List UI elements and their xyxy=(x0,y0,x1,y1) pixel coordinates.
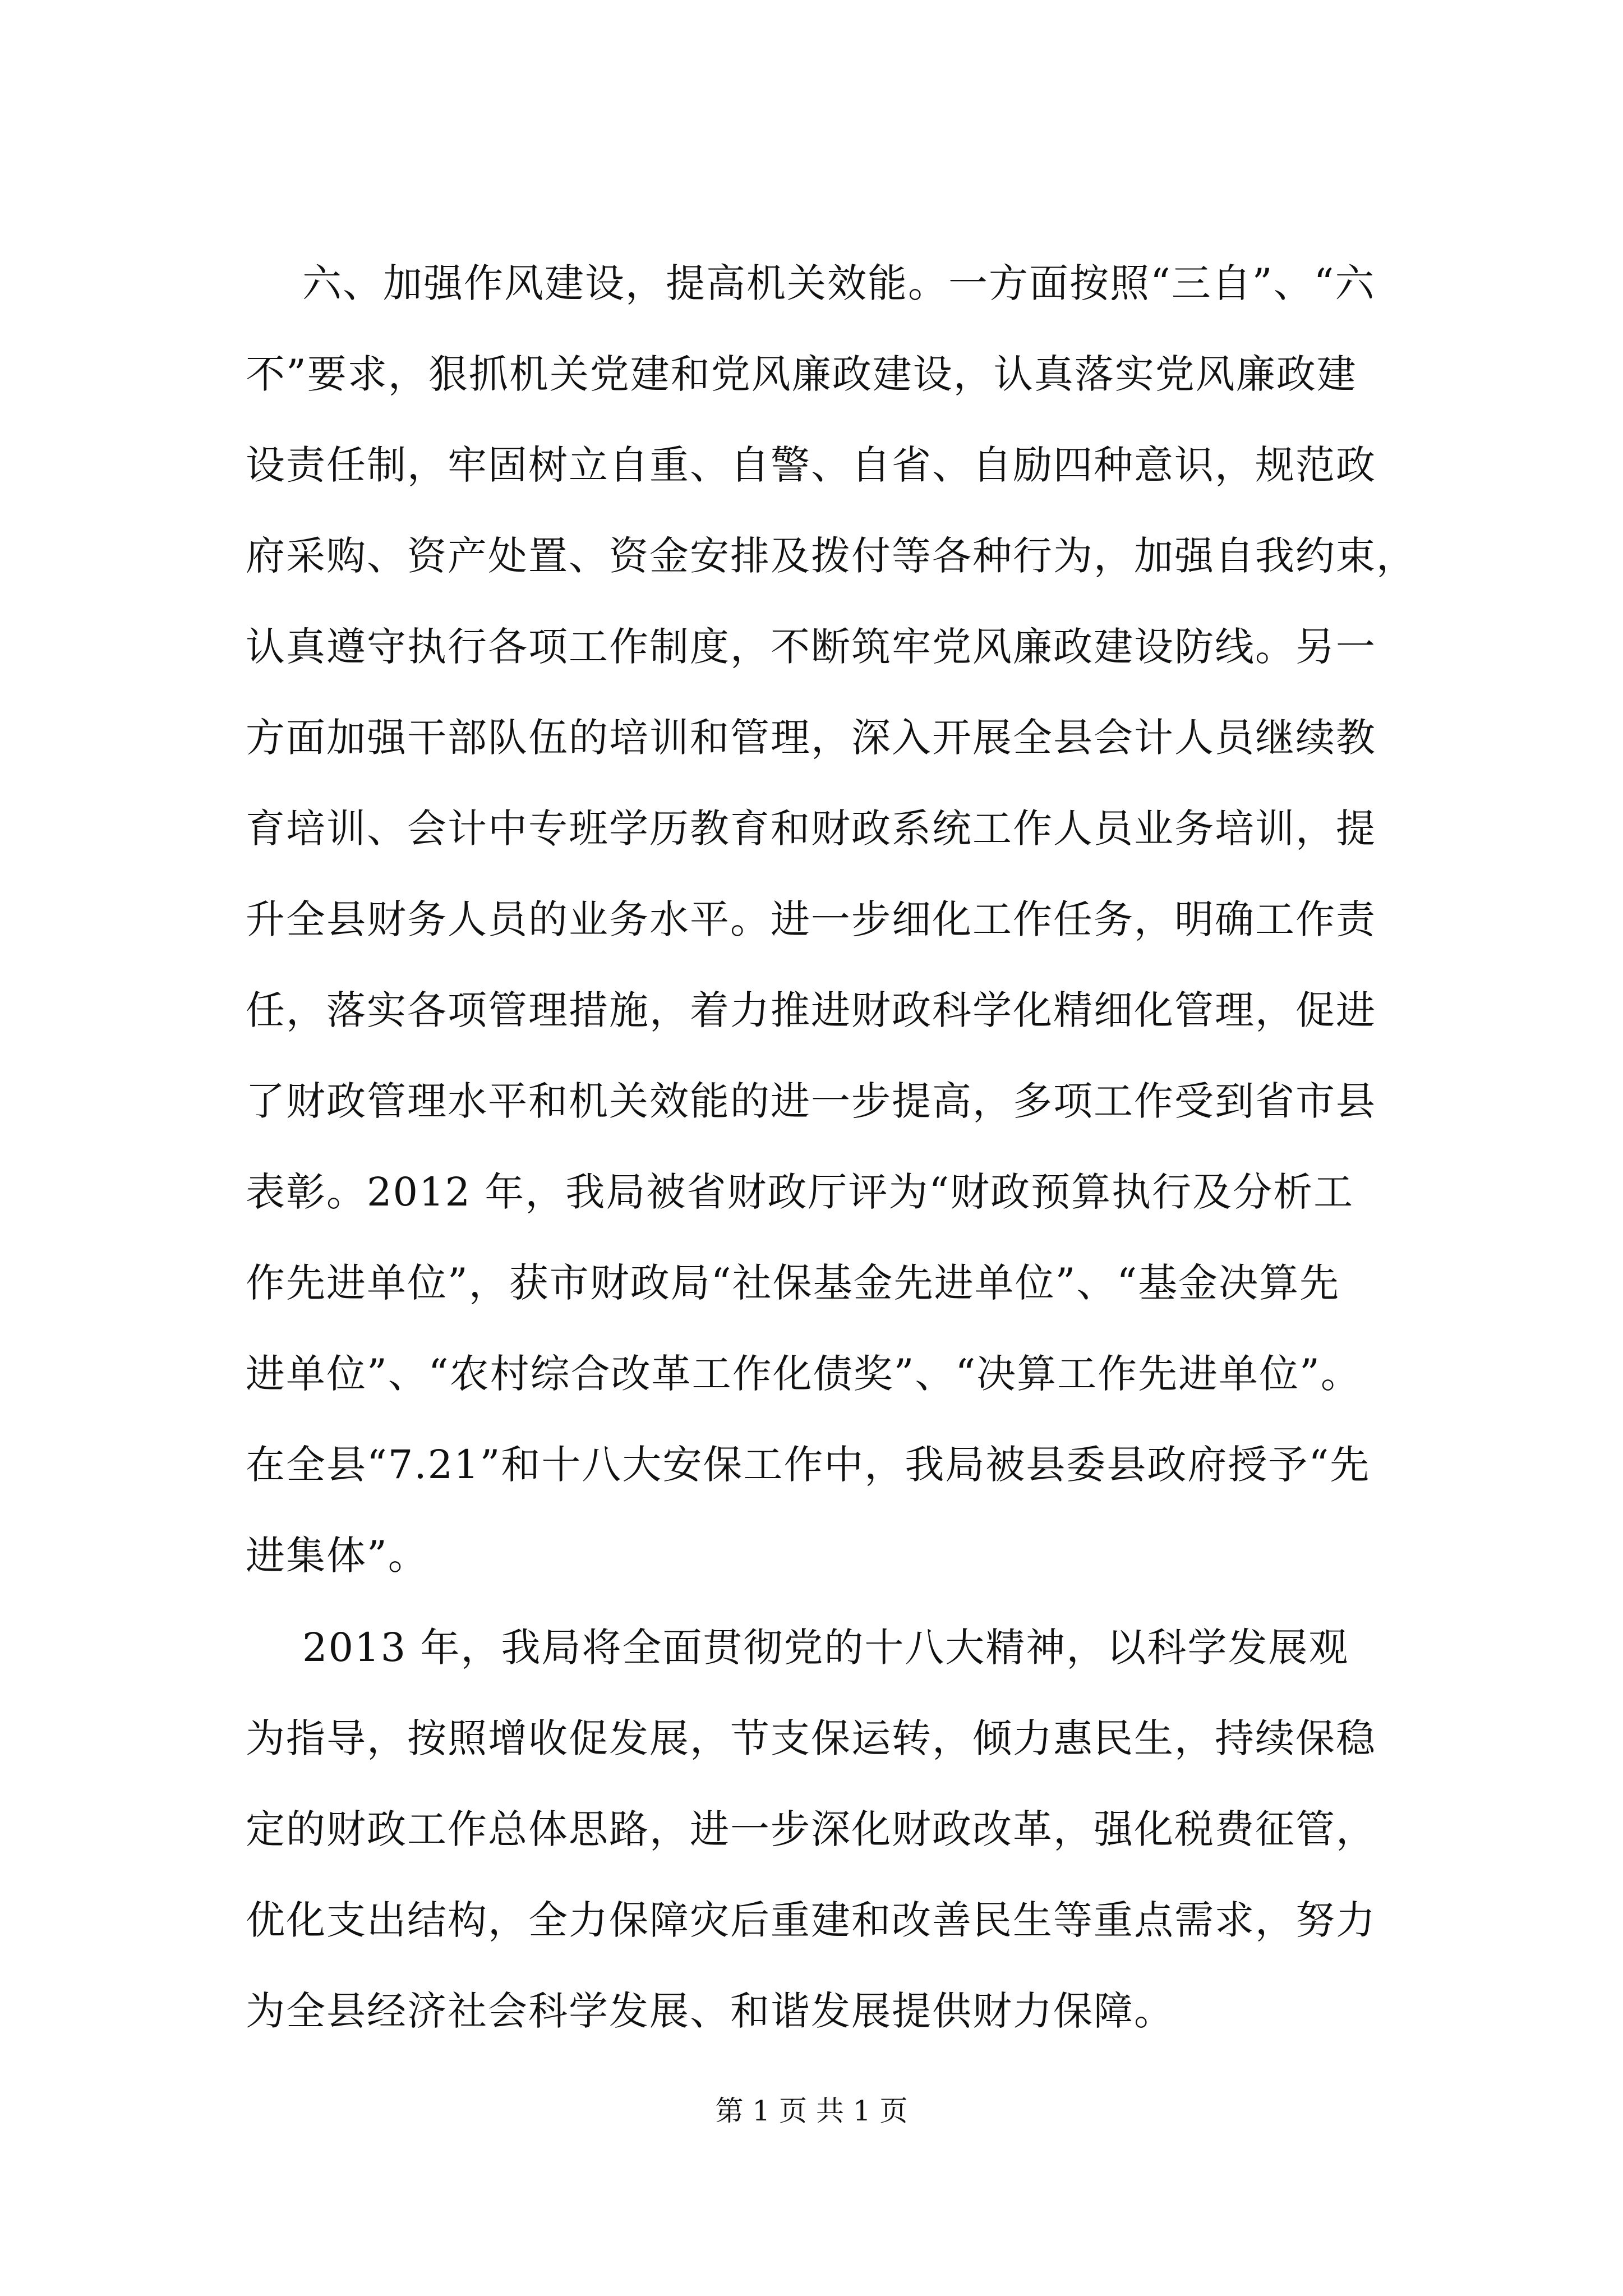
paragraph-1-line: 不”要求，狠抓机关党建和党风廉政建设，认真落实党风廉政建 xyxy=(246,351,1357,397)
paragraph-1-line: 任，落实各项管理措施，着力推进财政科学化精细化管理，促进 xyxy=(246,987,1376,1033)
paragraph-1-line: 府采购、资产处置、资金安排及拨付等各种行为，加强自我约束， xyxy=(246,533,1417,579)
paragraph-1-line: 进单位”、“农村综合改革工作化债奖”、“决算工作先进单位”。 xyxy=(246,1351,1361,1397)
paragraph-1-line: 作先进单位”，获市财政局“社保基金先进单位”、“基金决算先 xyxy=(246,1260,1340,1306)
paragraph-2-line: 2013 年，我局将全面贯彻党的十八大精神，以科学发展观 xyxy=(302,1625,1349,1671)
paragraph-1-line: 升全县财务人员的业务水平。进一步细化工作任务，明确工作责 xyxy=(246,896,1376,942)
paragraph-1-line: 在全县“7.21”和十八大安保工作中，我局被县委县政府授予“先 xyxy=(246,1442,1371,1488)
paragraph-2-line: 优化支出结构，全力保障灾后重建和改善民生等重点需求，努力 xyxy=(246,1897,1376,1943)
paragraph-1-line: 表彰。2012 年，我局被省财政厅评为“财政预算执行及分析工 xyxy=(246,1169,1354,1215)
paragraph-1-line: 认真遵守执行各项工作制度，不断筑牢党风廉政建设防线。另一 xyxy=(246,624,1376,670)
paragraph-1-line: 设责任制，牢固树立自重、自警、自省、自励四种意识，规范政 xyxy=(246,442,1376,488)
paragraph-2-line: 定的财政工作总体思路，进一步深化财政改革，强化税费征管， xyxy=(246,1806,1376,1852)
page-footer xyxy=(0,2097,1623,2125)
paragraph-2-line: 为全县经济社会科学发展、和谐发展提供财力保障。 xyxy=(246,1988,1174,2034)
paragraph-2-line: 为指导，按照增收促发展，节支保运转，倾力惠民生，持续保稳 xyxy=(246,1715,1376,1761)
page-number-label: 第 1 页 共 1 页 xyxy=(715,2095,908,2127)
paragraph-1-line: 六、加强作风建设，提高机关效能。一方面按照“三自”、“六 xyxy=(302,260,1376,306)
paragraph-1-line: 育培训、会计中专班学历教育和财政系统工作人员业务培训，提 xyxy=(246,806,1376,852)
paragraph-1-line: 进集体”。 xyxy=(246,1533,428,1579)
paragraph-1-line: 方面加强干部队伍的培训和管理，深入开展全县会计人员继续教 xyxy=(246,715,1376,761)
paragraph-1-line: 了财政管理水平和机关效能的进一步提高，多项工作受到省市县 xyxy=(246,1078,1376,1124)
